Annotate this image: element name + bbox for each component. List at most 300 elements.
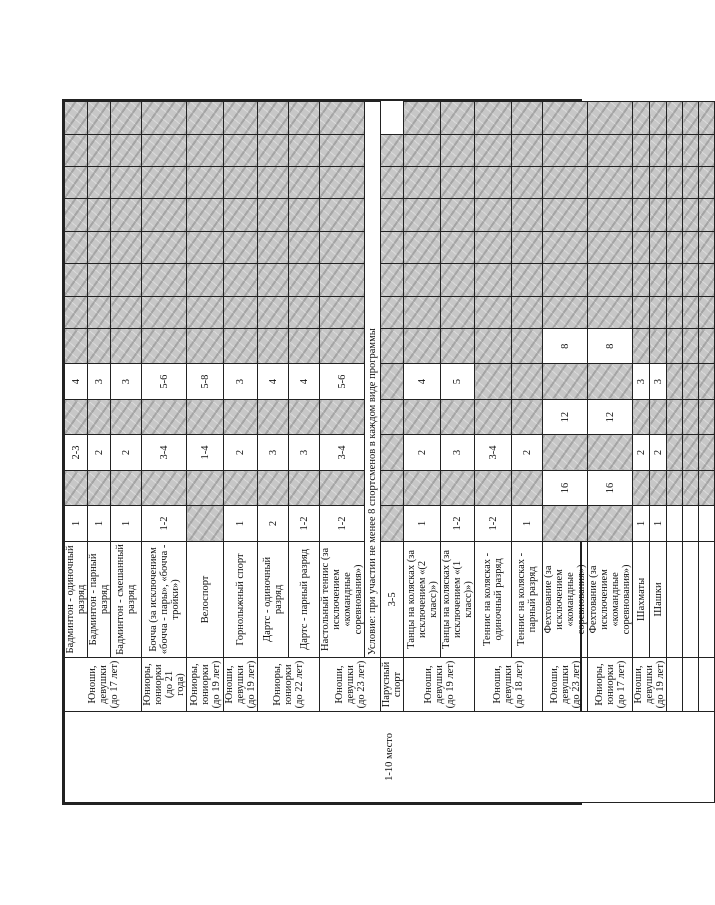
shaded-cell [667, 166, 683, 198]
shaded-cell [588, 264, 633, 296]
discipline: Бадминтон - смешанный разряд [111, 541, 142, 657]
shaded-cell [111, 199, 142, 231]
rank-cell [475, 470, 512, 505]
shaded-cell [475, 134, 512, 166]
rank-cell: 4 [65, 364, 88, 399]
rank-cell [289, 399, 320, 434]
shaded-cell [111, 166, 142, 198]
shaded-cell [683, 166, 699, 198]
shaded-cell [320, 102, 365, 135]
shaded-cell [650, 134, 667, 166]
discipline: Парусный спорт [381, 658, 404, 712]
discipline: Бочча (за исключением «бочча - пары», «бочча - тройки») [142, 541, 187, 657]
rank-cell: 1 [633, 506, 650, 541]
discipline: Танцы на колясках (за исключением «(1 класс)») [441, 541, 475, 657]
rank-cell: 8 [543, 328, 588, 363]
shaded-cell [289, 102, 320, 135]
rank-cell [65, 399, 88, 434]
shaded-cell [224, 199, 258, 231]
shaded-cell [142, 328, 187, 363]
shaded-cell [512, 102, 543, 135]
shaded-cell [699, 102, 715, 135]
shaded-cell [683, 134, 699, 166]
shaded-cell [512, 166, 543, 198]
shaded-cell [683, 328, 699, 363]
shaded-cell [88, 231, 111, 263]
shaded-cell [475, 102, 512, 135]
rank-cell: 1 [650, 506, 667, 541]
shaded-cell [258, 296, 289, 328]
shaded-cell [187, 134, 224, 166]
shaded-cell [699, 328, 715, 363]
discipline: Фехтование (за исключением «командные соревнования») [543, 541, 588, 657]
rank-cell: 2 [633, 435, 650, 470]
shaded-cell [512, 231, 543, 263]
shaded-cell [224, 166, 258, 198]
discipline: Шашки [650, 541, 667, 657]
shaded-cell [588, 199, 633, 231]
rank-cell: 4 [289, 364, 320, 399]
shaded-cell [65, 199, 88, 231]
rank-cell: 1 [111, 506, 142, 541]
rank-cell [224, 470, 258, 505]
rank-cell [512, 399, 543, 434]
rank-cell: 2 [650, 435, 667, 470]
shaded-cell [187, 264, 224, 296]
empty-cell [667, 506, 683, 541]
shaded-cell [650, 199, 667, 231]
document-sheet [62, 99, 666, 805]
shaded-cell [88, 264, 111, 296]
discipline: Теннис на колясках - парный разряд [512, 541, 543, 657]
rank-cell: 4 [258, 364, 289, 399]
shaded-cell [667, 296, 683, 328]
rank-cell [88, 470, 111, 505]
shaded-cell [381, 264, 404, 296]
empty-cell [683, 506, 699, 541]
rank-cell [404, 470, 441, 505]
rank-cell: 5-6 [142, 364, 187, 399]
shaded-cell [65, 328, 88, 363]
shaded-cell [381, 364, 404, 399]
shaded-cell [441, 296, 475, 328]
shaded-cell [111, 328, 142, 363]
shaded-cell [667, 102, 683, 135]
rank-cell [187, 506, 224, 541]
shaded-cell [111, 102, 142, 135]
shaded-cell [381, 166, 404, 198]
age-group: Юноши, девушки (до 19 лет) [633, 658, 667, 712]
rank-cell: 1 [88, 506, 111, 541]
rank-cell: 2-3 [65, 435, 88, 470]
shaded-cell [699, 199, 715, 231]
discipline: Горнолыжный спорт [224, 541, 258, 657]
rotated-table-container [64, 101, 666, 803]
rank-cell [320, 399, 365, 434]
shaded-cell [633, 296, 650, 328]
shaded-cell [650, 166, 667, 198]
rank-cell: 1-2 [475, 506, 512, 541]
shaded-cell [404, 296, 441, 328]
empty-cell [699, 506, 715, 541]
rank-cell [441, 470, 475, 505]
discipline: Велоспорт [187, 541, 224, 657]
shaded-cell [320, 296, 365, 328]
rank-cell [258, 470, 289, 505]
shaded-cell [441, 102, 475, 135]
shaded-cell [224, 231, 258, 263]
rank-cell [512, 364, 543, 399]
shaded-cell [404, 264, 441, 296]
shaded-cell [320, 134, 365, 166]
shaded-cell [633, 134, 650, 166]
shaded-cell [258, 231, 289, 263]
age-group: Юноши, девушки (до 17 лет) [65, 658, 142, 712]
rank-cell [475, 399, 512, 434]
rank-cell: 1-2 [142, 506, 187, 541]
rank-cell: 3-5 [381, 541, 404, 657]
rank-cell: 2 [258, 506, 289, 541]
shaded-cell [543, 296, 588, 328]
shaded-cell [224, 296, 258, 328]
shaded-cell [65, 264, 88, 296]
shaded-cell [258, 199, 289, 231]
shaded-cell [88, 199, 111, 231]
shaded-cell [441, 134, 475, 166]
shaded-cell [88, 166, 111, 198]
shaded-cell [65, 166, 88, 198]
shaded-cell [667, 399, 683, 434]
rank-cell: 1 [224, 506, 258, 541]
shaded-cell [699, 399, 715, 434]
shaded-cell [475, 199, 512, 231]
shaded-cell [512, 296, 543, 328]
shaded-cell [633, 166, 650, 198]
shaded-cell [142, 264, 187, 296]
shaded-cell [320, 328, 365, 363]
shaded-cell [88, 328, 111, 363]
rank-cell [650, 399, 667, 434]
shaded-cell [187, 199, 224, 231]
shaded-cell [683, 296, 699, 328]
shaded-cell [142, 231, 187, 263]
shaded-cell [142, 166, 187, 198]
rank-cell [633, 470, 650, 505]
shaded-cell [650, 102, 667, 135]
shaded-cell [512, 264, 543, 296]
shaded-cell [111, 134, 142, 166]
shaded-cell [258, 102, 289, 135]
shaded-cell [699, 296, 715, 328]
shaded-cell [633, 199, 650, 231]
shaded-cell [699, 166, 715, 198]
shaded-cell [683, 399, 699, 434]
shaded-cell [683, 435, 699, 470]
shaded-cell [404, 166, 441, 198]
shaded-cell [699, 134, 715, 166]
shaded-cell [224, 102, 258, 135]
shaded-cell [441, 264, 475, 296]
shaded-cell [667, 435, 683, 470]
empty-cell [699, 658, 715, 712]
shaded-cell [699, 364, 715, 399]
empty-cell [667, 658, 683, 712]
shaded-cell [88, 296, 111, 328]
rank-cell [633, 399, 650, 434]
place-range: 1-10 место [65, 711, 715, 802]
shaded-cell [683, 102, 699, 135]
shaded-cell [187, 166, 224, 198]
shaded-cell [88, 102, 111, 135]
rank-cell: 1 [404, 506, 441, 541]
shaded-cell [543, 134, 588, 166]
shaded-cell [588, 134, 633, 166]
rank-cell [111, 399, 142, 434]
shaded-cell [667, 364, 683, 399]
rank-cell: 2 [88, 435, 111, 470]
shaded-cell [187, 328, 224, 363]
rank-cell: 12 [543, 399, 588, 434]
shaded-cell [289, 296, 320, 328]
shaded-cell [142, 134, 187, 166]
discipline: Дартс - парный разряд [289, 541, 320, 657]
rank-cell: 3 [258, 435, 289, 470]
shaded-cell [650, 231, 667, 263]
age-group: Юниоры, юниорки (до 17 лет) [588, 658, 633, 712]
age-group: Юниоры, юниорки (до 21 года) [142, 658, 187, 712]
rank-cell: 5-6 [320, 364, 365, 399]
empty-cell [667, 541, 683, 657]
discipline: Настольный теннис (за исключением «командные соревнования») [320, 541, 365, 657]
rank-cell: 1-4 [187, 435, 224, 470]
rank-cell: 2 [512, 435, 543, 470]
discipline: Дартс - одиночный разряд [258, 541, 289, 657]
shaded-cell [289, 328, 320, 363]
shaded-cell [88, 134, 111, 166]
rank-cell [224, 399, 258, 434]
rank-cell: 3 [88, 364, 111, 399]
rank-cell [381, 435, 404, 470]
age-group: Юниоры, юниорки (до 22 лет) [258, 658, 320, 712]
age-group: Юноши, девушки (до 19 лет) [404, 658, 475, 712]
empty-cell [683, 658, 699, 712]
rank-cell [588, 364, 633, 399]
age-group: Юниоры, юниорки (до 19 лет) [187, 658, 224, 712]
empty-cell [699, 541, 715, 657]
shaded-cell [320, 264, 365, 296]
rank-cell [142, 470, 187, 505]
shaded-cell [650, 296, 667, 328]
discipline: Танцы на колясках (за исключением «(2 класс)») [404, 541, 441, 657]
shaded-cell [111, 264, 142, 296]
rank-cell [320, 470, 365, 505]
rank-cell [650, 470, 667, 505]
rank-cell: 1 [65, 506, 88, 541]
shaded-cell [65, 102, 88, 135]
rank-cell [381, 399, 404, 434]
shaded-cell [65, 231, 88, 263]
shaded-cell [633, 102, 650, 135]
rank-cell: 5-8 [187, 364, 224, 399]
rank-cell: 3 [650, 364, 667, 399]
shaded-cell [633, 231, 650, 263]
shaded-cell [699, 435, 715, 470]
discipline: Бадминтон - одиночный разряд [65, 541, 88, 657]
shaded-cell [258, 134, 289, 166]
rank-cell [404, 399, 441, 434]
shaded-cell [404, 102, 441, 135]
shaded-cell [633, 264, 650, 296]
shaded-cell [667, 264, 683, 296]
discipline: Фехтование (за исключением «командные соревнования») [588, 541, 633, 657]
shaded-cell [381, 199, 404, 231]
shaded-cell [667, 328, 683, 363]
discipline: Шахматы [633, 541, 650, 657]
shaded-cell [475, 166, 512, 198]
shaded-cell [142, 296, 187, 328]
sports-ranking-table [64, 101, 715, 803]
shaded-cell [381, 296, 404, 328]
shaded-cell [289, 134, 320, 166]
shaded-cell [441, 199, 475, 231]
shaded-cell [699, 231, 715, 263]
shaded-cell [381, 231, 404, 263]
shaded-cell [667, 134, 683, 166]
shaded-cell [699, 470, 715, 505]
rank-cell: 1-2 [289, 506, 320, 541]
shaded-cell [258, 328, 289, 363]
shaded-cell [65, 296, 88, 328]
rank-cell: 12 [588, 399, 633, 434]
shaded-cell [111, 231, 142, 263]
rank-cell [441, 399, 475, 434]
shaded-cell [683, 231, 699, 263]
rank-cell [475, 364, 512, 399]
rank-cell [111, 470, 142, 505]
shaded-cell [588, 231, 633, 263]
rank-cell: 4 [404, 364, 441, 399]
shaded-cell [588, 166, 633, 198]
rank-cell: 3 [633, 364, 650, 399]
shaded-cell [683, 199, 699, 231]
shaded-cell [441, 166, 475, 198]
shaded-cell [683, 264, 699, 296]
shaded-cell [258, 264, 289, 296]
shaded-cell [633, 328, 650, 363]
age-group: Юноши, девушки (до 23 лет) [320, 658, 381, 712]
shaded-cell [289, 199, 320, 231]
shaded-cell [667, 199, 683, 231]
rank-cell: 3 [224, 364, 258, 399]
rank-cell: 3 [289, 435, 320, 470]
rank-cell [543, 435, 588, 470]
shaded-cell [475, 231, 512, 263]
age-group: Юноши, девушки (до 23 лет) [543, 658, 588, 712]
shaded-cell [289, 231, 320, 263]
shaded-cell [187, 231, 224, 263]
shaded-cell [224, 328, 258, 363]
shaded-cell [650, 264, 667, 296]
shaded-cell [543, 231, 588, 263]
shaded-cell [404, 199, 441, 231]
rank-cell [588, 506, 633, 541]
rank-cell [381, 506, 404, 541]
rank-cell: 1-2 [320, 506, 365, 541]
shaded-cell [404, 328, 441, 363]
shaded-cell [543, 166, 588, 198]
shaded-cell [667, 231, 683, 263]
rank-cell: 2 [404, 435, 441, 470]
rank-cell: 3-4 [475, 435, 512, 470]
shaded-cell [187, 102, 224, 135]
rank-cell [187, 470, 224, 505]
shaded-cell [381, 328, 404, 363]
discipline: Бадминтон - парный разряд [88, 541, 111, 657]
shaded-cell [543, 199, 588, 231]
rank-cell: 16 [588, 470, 633, 505]
rank-cell: 3 [441, 435, 475, 470]
rank-cell: 1-2 [441, 506, 475, 541]
shaded-cell [441, 231, 475, 263]
rank-cell: 5 [441, 364, 475, 399]
shaded-cell [650, 328, 667, 363]
rank-cell [512, 470, 543, 505]
rank-cell [187, 399, 224, 434]
shaded-cell [224, 264, 258, 296]
age-group: Юноши, девушки (до 19 лет) [224, 658, 258, 712]
shaded-cell [475, 296, 512, 328]
discipline: Теннис на колясках - одиночный разряд [475, 541, 512, 657]
rank-cell [588, 435, 633, 470]
shaded-cell [512, 199, 543, 231]
shaded-cell [258, 166, 289, 198]
shaded-cell [320, 199, 365, 231]
rank-cell [543, 506, 588, 541]
shaded-cell [683, 364, 699, 399]
rank-cell: 2 [224, 435, 258, 470]
shaded-cell [475, 264, 512, 296]
rank-cell [543, 364, 588, 399]
shaded-cell [142, 102, 187, 135]
empty-cell [683, 541, 699, 657]
rank-cell: 2 [111, 435, 142, 470]
shaded-cell [699, 264, 715, 296]
shaded-cell [224, 134, 258, 166]
shaded-cell [142, 199, 187, 231]
rank-cell [88, 399, 111, 434]
shaded-cell [289, 264, 320, 296]
shaded-cell [512, 328, 543, 363]
age-group: Юноши, девушки (до 18 лет) [475, 658, 543, 712]
shaded-cell [588, 296, 633, 328]
rank-cell [258, 399, 289, 434]
shaded-cell [320, 231, 365, 263]
shaded-cell [289, 166, 320, 198]
shaded-cell [512, 134, 543, 166]
shaded-cell [475, 328, 512, 363]
shaded-cell [65, 134, 88, 166]
shaded-cell [543, 102, 588, 135]
shaded-cell [404, 134, 441, 166]
rank-cell: 3-4 [320, 435, 365, 470]
shaded-cell [404, 231, 441, 263]
rank-cell [142, 399, 187, 434]
shaded-cell [320, 166, 365, 198]
shaded-cell [588, 102, 633, 135]
shaded-cell [381, 134, 404, 166]
rank-cell: 16 [543, 470, 588, 505]
condition-note: Условие: при участии не менее 8 спортсменов в каждом виде программы [365, 102, 381, 658]
